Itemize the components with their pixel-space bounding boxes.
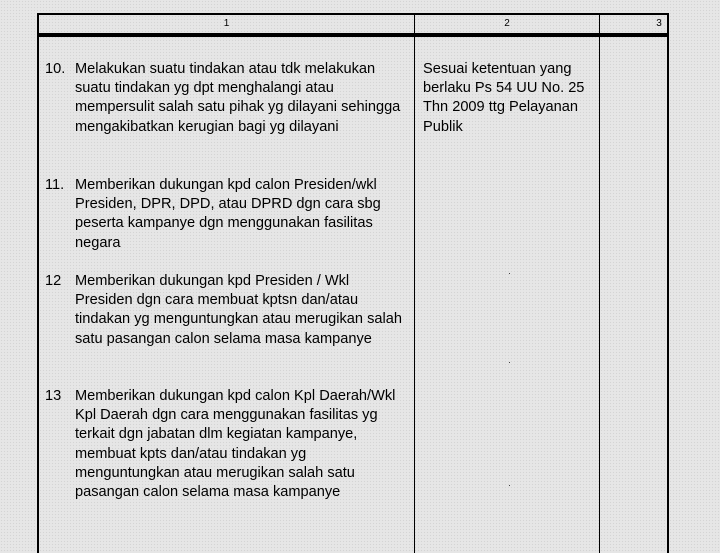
mark-dot: [509, 273, 510, 274]
header-col-3: 3: [656, 18, 662, 29]
regulation-reference: Sesuai ketentuan yang berlaku Ps 54 UU No. 25 Thn 2009 ttg Pelayanan Publik: [423, 61, 585, 135]
header-col-1: 1: [223, 18, 230, 29]
column-divider-1: [414, 15, 415, 553]
item-number: 13: [45, 388, 62, 404]
regulation-table: [37, 13, 669, 553]
item-text: Memberikan dukungan kpd calon Presiden/wkl Presiden, DPR, DPD, atau DPRD dgn cara sbg peserta kampanye dgn menggunakan fasilitas negara: [75, 177, 381, 251]
item-text: Memberikan dukungan kpd Presiden / Wkl Presiden dgn cara membuat kptsn dan/atau tindakan yg menguntungkan atau merugikan salah satu pasangan calon selama masa kampanye: [75, 273, 402, 347]
mark-dot: [509, 362, 510, 363]
list-item-12: [45, 272, 410, 349]
list-item-11: [45, 176, 410, 253]
item-number: 11.: [45, 177, 65, 193]
item-text: Memberikan dukungan kpd calon Kpl Daerah/Wkl Kpl Daerah dgn cara menggunakan fasilitas yg terkait dgn jabatan dlm kegiatan kampanye, membuat kpts dan/atau tindakan yg menguntungkan atau merugikan salah satu pasangan calon selama masa kampanye: [75, 388, 396, 501]
list-item-13: [45, 387, 410, 502]
list-item-10: [45, 60, 410, 137]
table-header: [39, 15, 667, 37]
column-divider-2: [599, 15, 600, 553]
item-number: 12: [45, 273, 62, 289]
header-col-2: 2: [504, 18, 510, 29]
item-number: 10.: [45, 61, 66, 77]
mark-dot: [509, 485, 510, 486]
item-text: Melakukan suatu tindakan atau tdk melakukan suatu tindakan yg dpt menghalangi atau mempersulit salah satu pihak yg dilayani sehingga mengakibatkan kerugian bagi yg dilayani: [75, 61, 401, 135]
